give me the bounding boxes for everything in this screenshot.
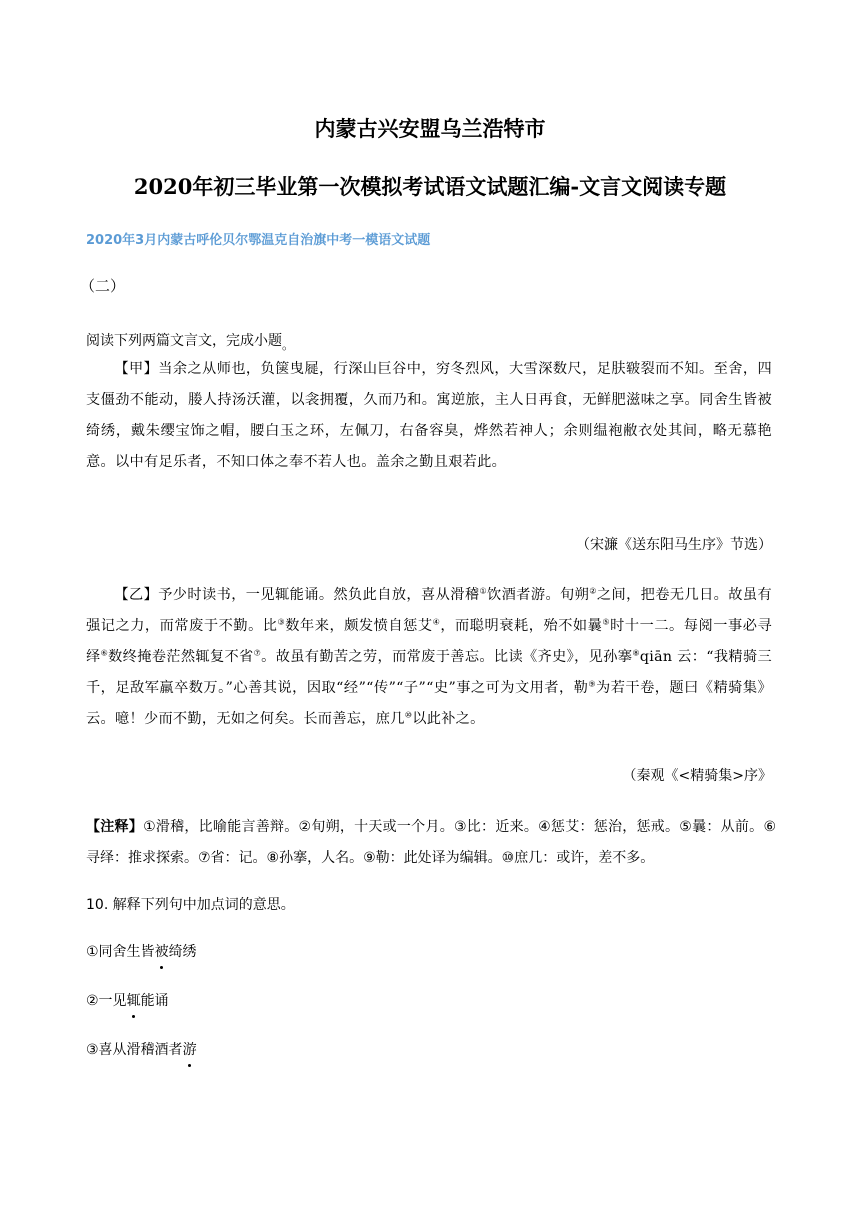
exam-source: 2020年3月内蒙古呼伦贝尔鄂温克自治旗中考一模语文试题 [86,233,431,248]
passage-yi-citation: （秦观《<精骑集>序》 [622,768,772,784]
footnote-ref: ⑧ [632,648,640,658]
passage-jia: 【甲】当余之从师也，负箧曳屣，行深山巨谷中，穷冬烈风，大雪深数尺，足肤皲裂而不知。至舍，四支僵劲不能动，媵人持汤沃灌，以衾拥覆，久而乃和。寓逆旅，主人日再食，无鲜肥滋味之享。同舍生皆被绮绣，戴朱缨宝饰之帽，腰白玉之环，左佩刀，右备容臭，烨然若神人；余则缊袍敝衣处其间，略无慕艳意。以中有足乐者，不知口体之奉不若人也。盖余之勤且艰若此。 [86,361,772,470]
instruction [86,329,294,353]
footnote-ref: ⑦ [253,648,262,658]
question-item-pre: ③喜从滑稽酒者 [86,1042,183,1058]
question-item-post: 绮绣 [168,944,197,960]
instruction-mark: 。 [282,338,295,352]
dotted-word: 被 [155,940,169,964]
footnote-ref: ⑥ [100,648,109,658]
passage-yi-text: 【乙】予少时读书，一见辄能诵。然负此自放，喜从滑稽 [114,587,480,603]
passage-yi-text: 为若干卷，题曰《精骑集》云。噫！少而不勤，无如之何矣。长而善忘，庶几 [86,680,772,727]
annotations-text: ①滑稽，比喻能言善辩。②旬朔，十天或一个月。③比：近来。④惩艾：惩治，惩戒。⑤曩：从前。⑥寻绎：推求探索。⑦省：记。⑧孙搴，人名。⑨勒：此处译为编辑。⑩庶几：或许，差不多。 [86,819,776,866]
dotted-word: 辄 [127,989,141,1013]
question-item [86,940,197,964]
question-item-post: 能诵 [140,993,169,1009]
document-title-line1: 内蒙古兴安盟乌兰浩特市 [314,116,546,141]
question-item [86,1038,197,1062]
passage-yi-text: 之间，把卷无几日。故虽有强记之力，而常废于不勤。比 [86,587,772,634]
footnote-ref: ③ [277,617,286,627]
document-title-line2: 2020年初三毕业第一次模拟考试语文试题汇编-文言文阅读专题 [133,174,727,199]
footnote-ref: ② [589,586,597,596]
passage-yi-text: 。故虽有勤苦之劳，而常废于善忘。比读《齐史》，见孙搴 [261,649,633,665]
passage-yi-text: 数终掩卷茫然辄复不省 [108,649,254,665]
footnote-ref: ① [479,586,488,596]
passage-yi-text: 饮酒者游。旬朔 [487,587,590,603]
passage-yi-text: 以此补之。 [412,711,485,727]
passage-yi [86,580,772,735]
question-item-pre: ②一见 [86,993,127,1009]
question-prompt: 10. 解释下列句中加点词的意思。 [86,897,295,913]
footnote-ref: ④ [432,617,441,627]
passage-yi-text: 数年来，颇发愤自惩艾 [285,618,433,634]
instruction-text: 阅读下列两篇文言文，完成小题 [86,333,282,349]
footnote-ref: ⑨ [588,679,597,689]
section-label: （二） [80,277,126,295]
passage-yi-text: qiān 云：“我精骑三千，足敌军羸卒数万。”心善其说，因取“经”“传”“子”“史”事之可为文用者，勒 [86,649,772,696]
passage-yi-text: ，而聪明衰耗，殆不如曩 [440,618,603,634]
question-item [86,989,169,1013]
dotted-word: 游 [183,1038,197,1062]
question-item-pre: ①同舍生皆 [86,944,155,960]
footnote-ref: ⑤ [602,617,611,627]
footnote-ref: ⑩ [404,710,413,720]
annotations [86,812,776,874]
passage-jia-citation: （宋濂《送东阳马生序》节选） [576,537,772,553]
passage-yi-text: 时十一二。每阅一事必寻绎 [86,618,772,665]
annotations-label: 【注释】 [86,819,144,835]
